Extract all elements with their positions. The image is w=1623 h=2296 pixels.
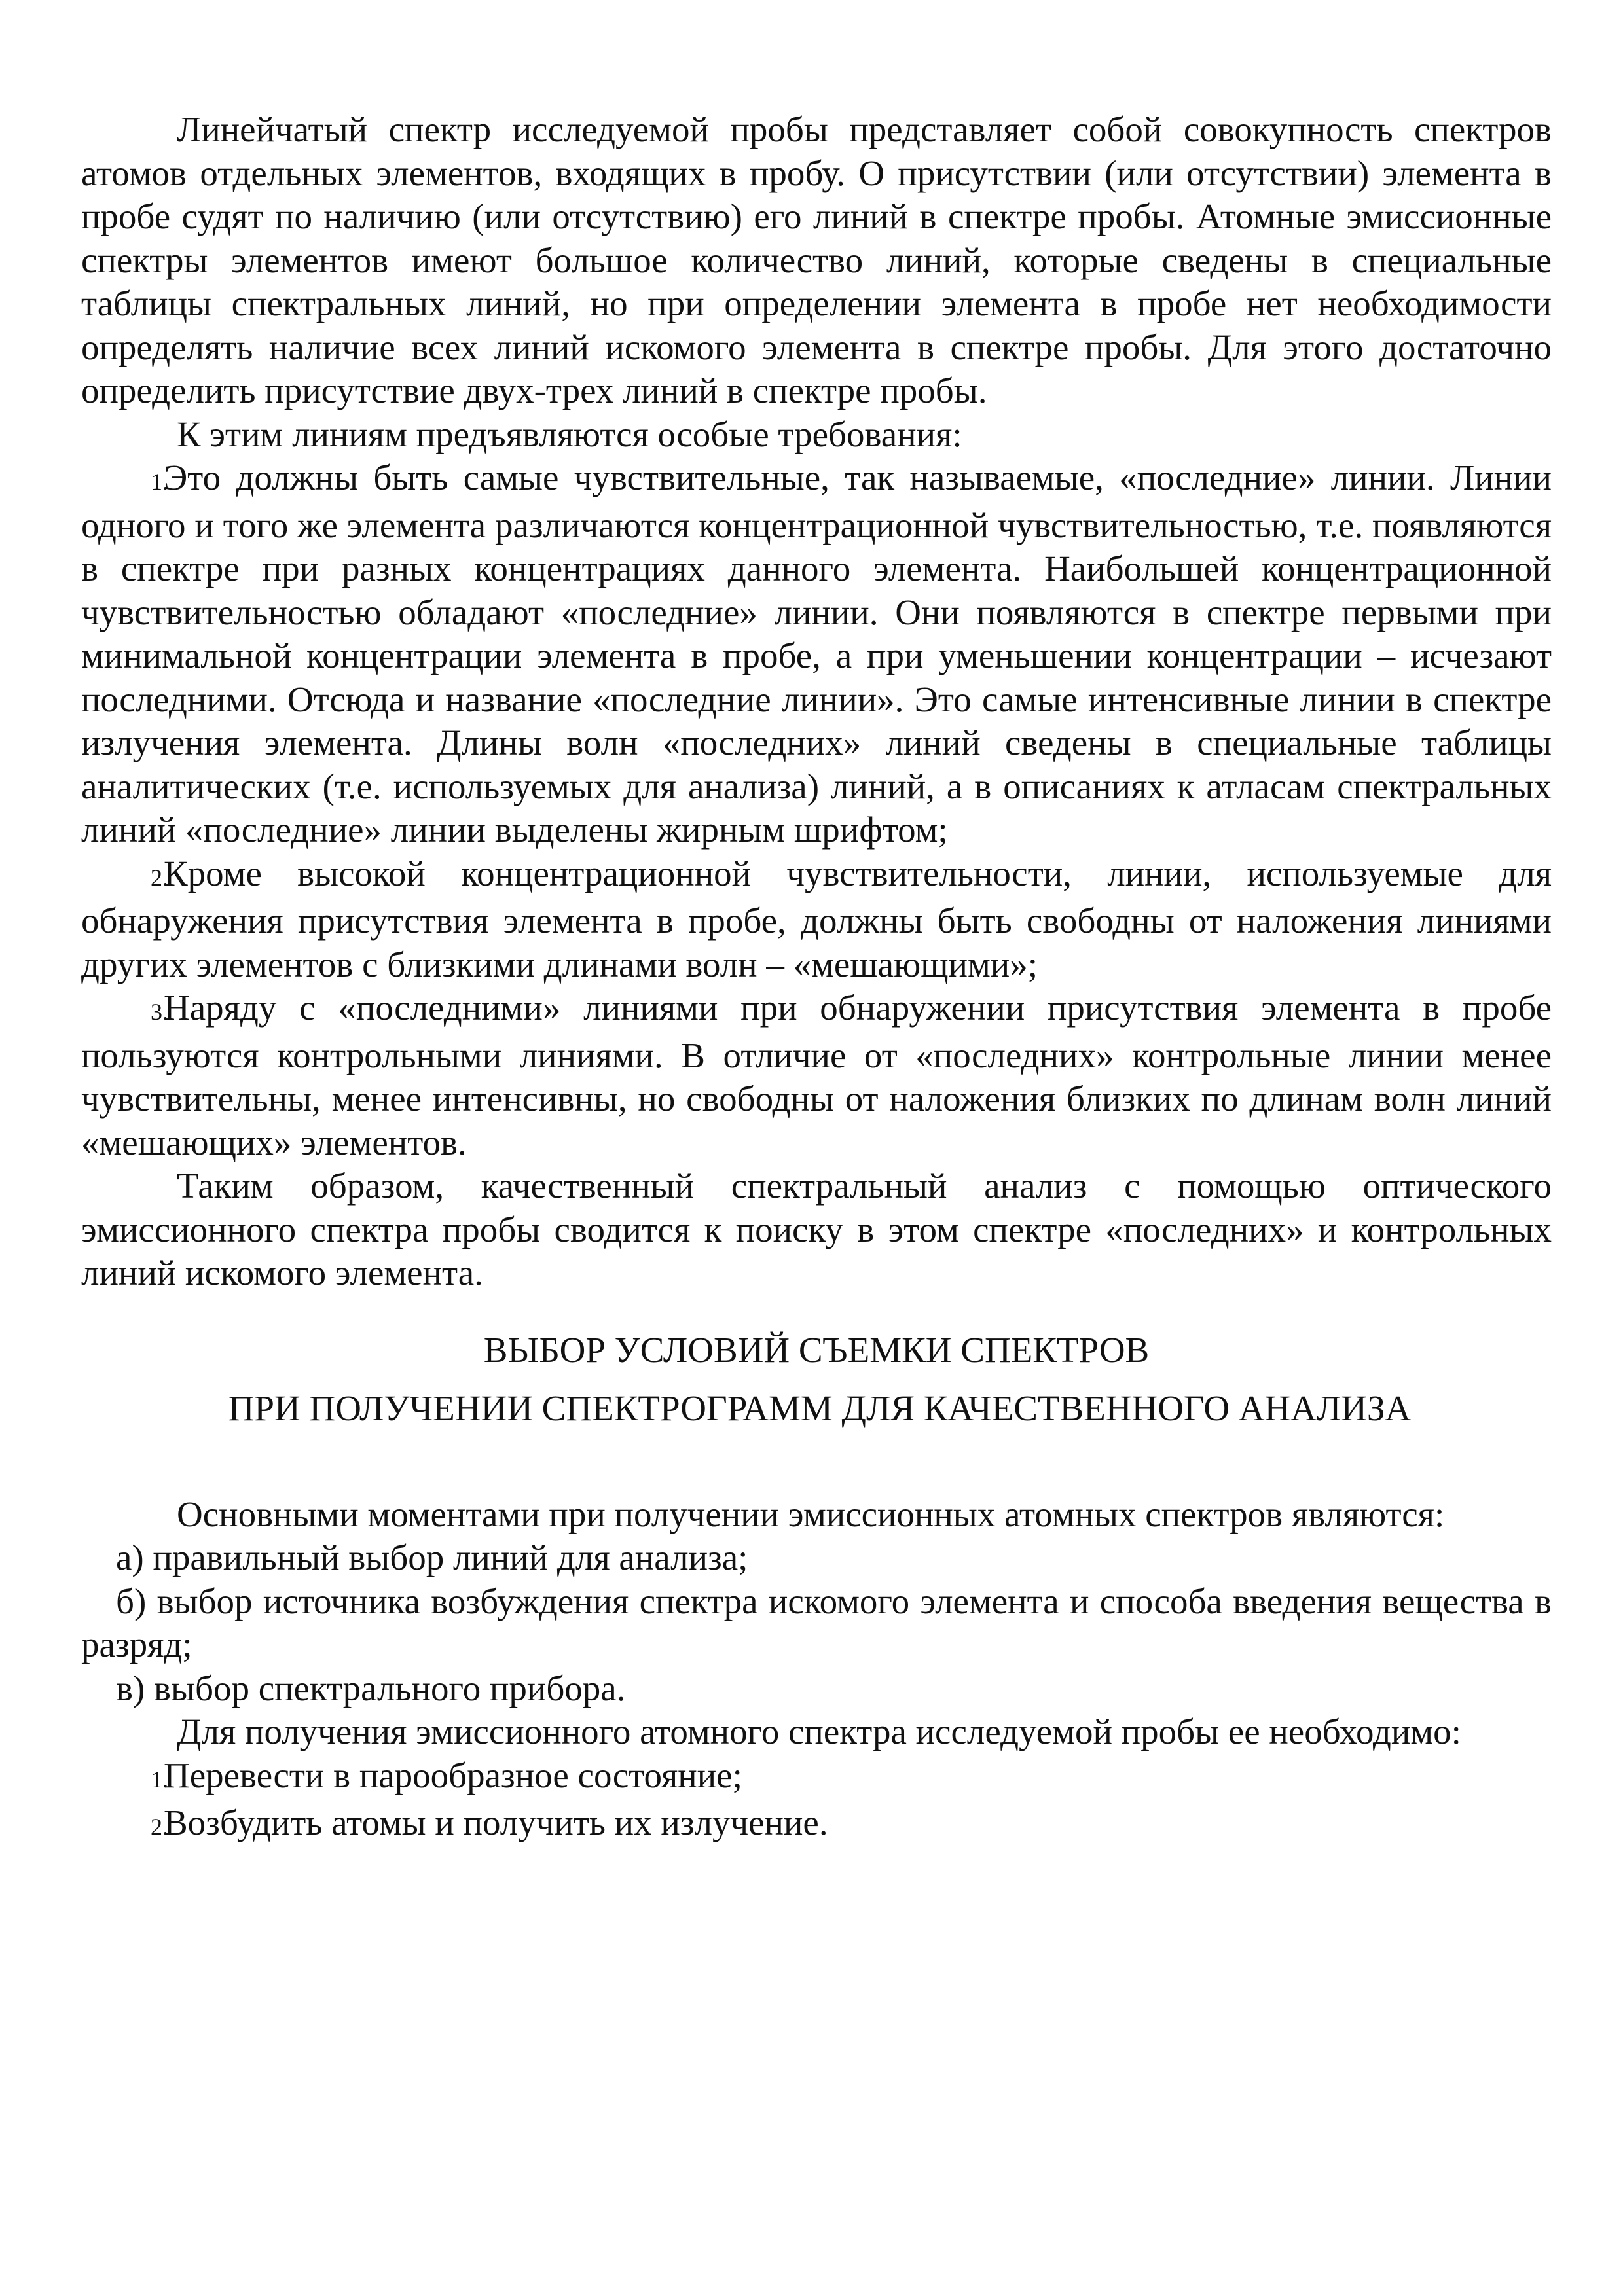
intro-paragraph: Линейчатый спектр исследуемой пробы представляет собой совокупность спектров атомов отдельных элементов, входящих в пробу. О присутствии (или отсутствии) элемента в пробе судят по наличию (или отсутствию) его линий в спектре пробы. Атомные эмиссионные спектры элементов имеют большое количество линий, которые сведены в специальные таблицы спектральных линий, но при определении элемента в пробе нет необходимости определять наличие всех линий искомого элемента в спектре пробы. Для этого достаточно определить присутствие двух-трех линий в спектре пробы.: [81, 109, 1552, 410]
conclusion-paragraph: Таким образом, качественный спектральный анализ с помощью оптического эмиссионного спектра пробы сводится к поиску в этом спектре «последних» и контрольных линий искомого элемента.: [81, 1166, 1552, 1293]
requirements-intro: К этим линиям предъявляются особые требования:: [177, 414, 962, 454]
list-item-text: Это должны быть самые чувствительные, так называемые, «последние» линии. Линии одного и того же элемента различаются концентрационной чувствительностью, т.е. появляются в спектре при разных концентрациях данного элемента. Наибольшей концентрационной чувствительностью обладают «последние» линии. Они появляются в спектре первыми при минимальной концентрации элемента в пробе, а при уменьшении концентрации – исчезают последними. Отсюда и название «последние линии». Это самые интенсивные линии в спектре излучения элемента. Длины волн «последних» линий сведены в специальные таблицы аналитических (т.е. используемых для анализа) линий, а в описаниях к атласам спектральных линий «последние» линии выделены жирным шрифтом;: [81, 457, 1552, 850]
document-page: [81, 108, 1552, 1849]
section-heading-line-2: ПРИ ПОЛУЧЕНИИ СПЕКТРОГРАММ ДЛЯ КАЧЕСТВЕННОГО АНАЛИЗА: [228, 1388, 1412, 1428]
requirement-item: [81, 852, 1552, 987]
list-item-text: Возбудить атомы и получить их излучение.: [164, 1803, 828, 1842]
list-item-text: Наряду с «последними» линиями при обнаружении присутствия элемента в пробе пользуются контрольными линиями. В отличие от «последних» контрольные линии менее чувствительны, менее интенсивны, но свободны от наложения близких по длинам волн линий «мешающих» элементов.: [81, 988, 1552, 1162]
step-item: [81, 1754, 1552, 1802]
list-number: 1.: [151, 469, 168, 495]
list-number: 1.: [151, 1766, 168, 1793]
list-item-text: Перевести в парообразное состояние;: [164, 1755, 742, 1795]
list-item-text: Кроме высокой концентрационной чувствительности, линии, используемые для обнаружения присутствия элемента в пробе, должны быть свободны от наложения линиями других элементов с близкими длинами волн – «мешающими»;: [81, 853, 1552, 984]
main-point-item: в) выбор спектрального прибора.: [116, 1668, 626, 1708]
step-item: [81, 1801, 1552, 1849]
list-number: 2.: [151, 1814, 168, 1840]
steps-intro: Для получения эмиссионного атомного спектра исследуемой пробы ее необходимо:: [177, 1712, 1461, 1751]
section-heading-line-1: ВЫБОР УСЛОВИЙ СЪЕМКИ СПЕКТРОВ: [483, 1329, 1150, 1370]
list-number: 3.: [151, 999, 168, 1025]
requirement-item: [81, 456, 1552, 852]
requirement-item: [81, 986, 1552, 1164]
main-point-item: б) выбор источника возбуждения спектра искомого элемента и способа введения вещества в разряд;: [81, 1581, 1552, 1664]
list-number: 2.: [151, 864, 168, 891]
main-points-intro: Основными моментами при получении эмиссионных атомных спектров являются:: [177, 1494, 1445, 1534]
main-point-item: а) правильный выбор линий для анализа;: [116, 1537, 748, 1577]
